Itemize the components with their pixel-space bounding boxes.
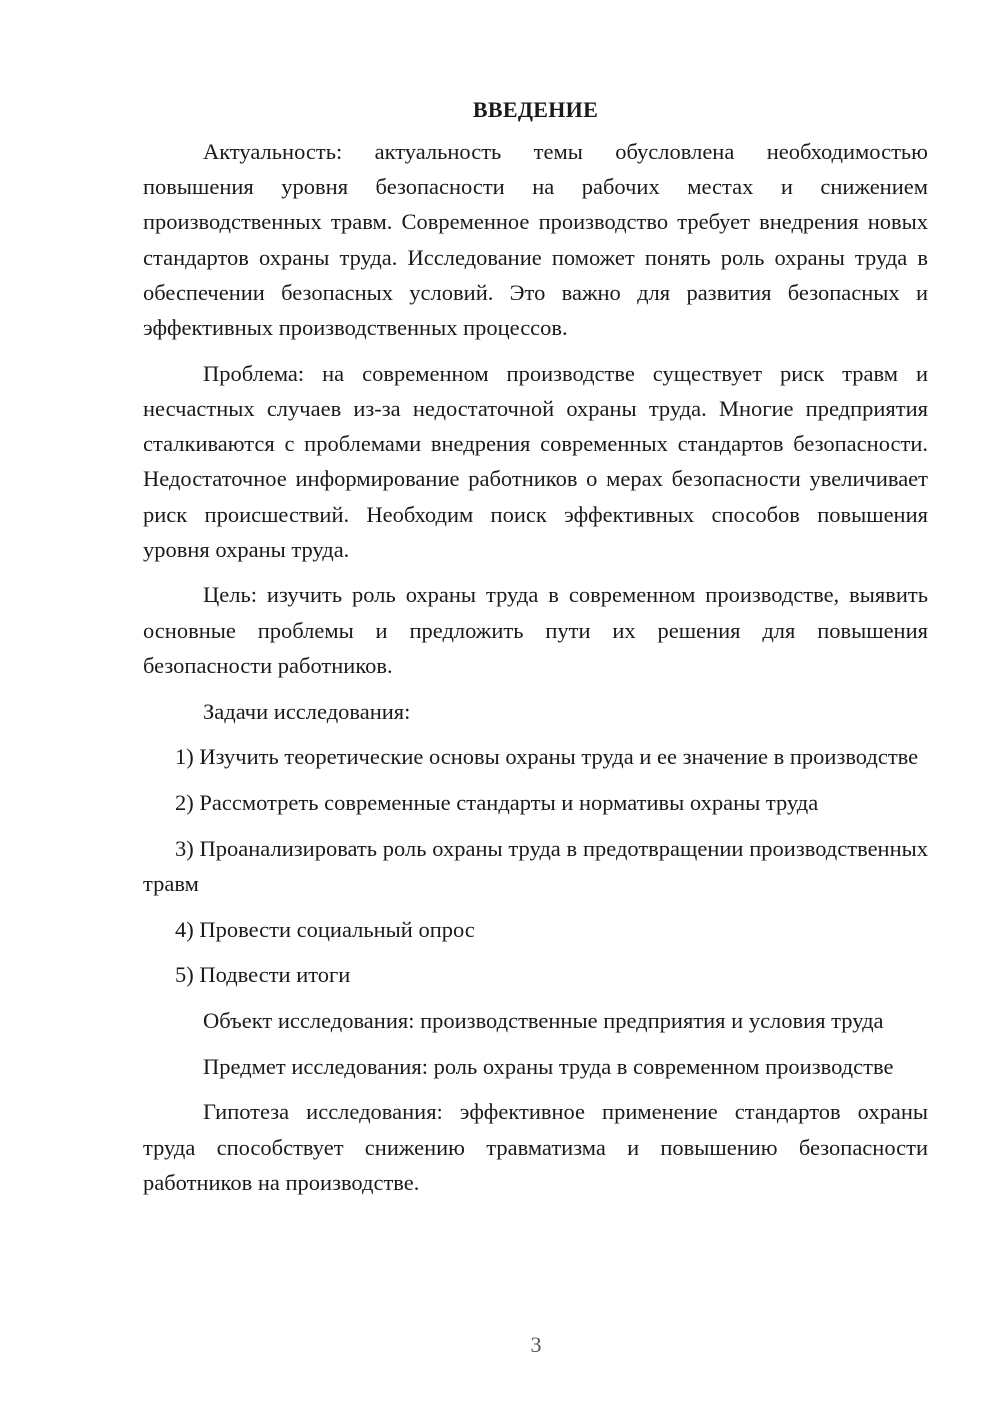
task-item: 2) Рассмотреть современные стандарты и нормативы охраны труда <box>175 789 819 815</box>
task-item: 5) Подвести итоги <box>175 962 351 988</box>
goal-paragraph: Цель: изучить роль охраны труда в современном производстве, выявить основные проблемы и предложить пути их решения для повышения безопасности работников. <box>143 582 928 678</box>
page-title: ВВЕДЕНИЕ <box>472 97 599 122</box>
subject-paragraph: Предмет исследования: роль охраны труда в современном производстве <box>203 1053 894 1079</box>
task-item: 1) Изучить теоретические основы охраны труда и ее значение в производстве <box>175 744 919 770</box>
problem-paragraph: Проблема: на современном производстве существует риск травм и несчастных случаев из-за недостаточной охраны труда. Многие предприятия сталкиваются с проблемами внедрения современных стандартов безопасности. Недостаточное информирование работников о мерах безопасности увеличивает риск происшествий. Необходим поиск эффективных способов повышения уровня охраны труда. <box>143 360 928 562</box>
object-paragraph: Объект исследования: производственные предприятия и условия труда <box>203 1007 884 1033</box>
relevance-paragraph: Актуальность: актуальность темы обусловлена необходимостью повышения уровня безопасности на рабочих местах и снижением производственных травм. Современное производство требует внедрения новых стандартов охраны труда. Исследование поможет понять роль охраны труда в обеспечении безопасных условий. Это важно для развития безопасных и эффективных производственных процессов. <box>143 139 928 341</box>
tasks-heading: Задачи исследования: <box>203 698 411 724</box>
hypothesis-paragraph: Гипотеза исследования: эффективное применение стандартов охраны труда способствует снижению травматизма и повышению безопасности работников на производстве. <box>143 1099 928 1195</box>
task-item: 3) Проанализировать роль охраны труда в предотвращении производственных травм <box>143 835 928 896</box>
page-number: 3 <box>530 1332 542 1357</box>
page-content <box>143 96 928 1200</box>
task-item: 4) Провести социальный опрос <box>175 916 475 942</box>
